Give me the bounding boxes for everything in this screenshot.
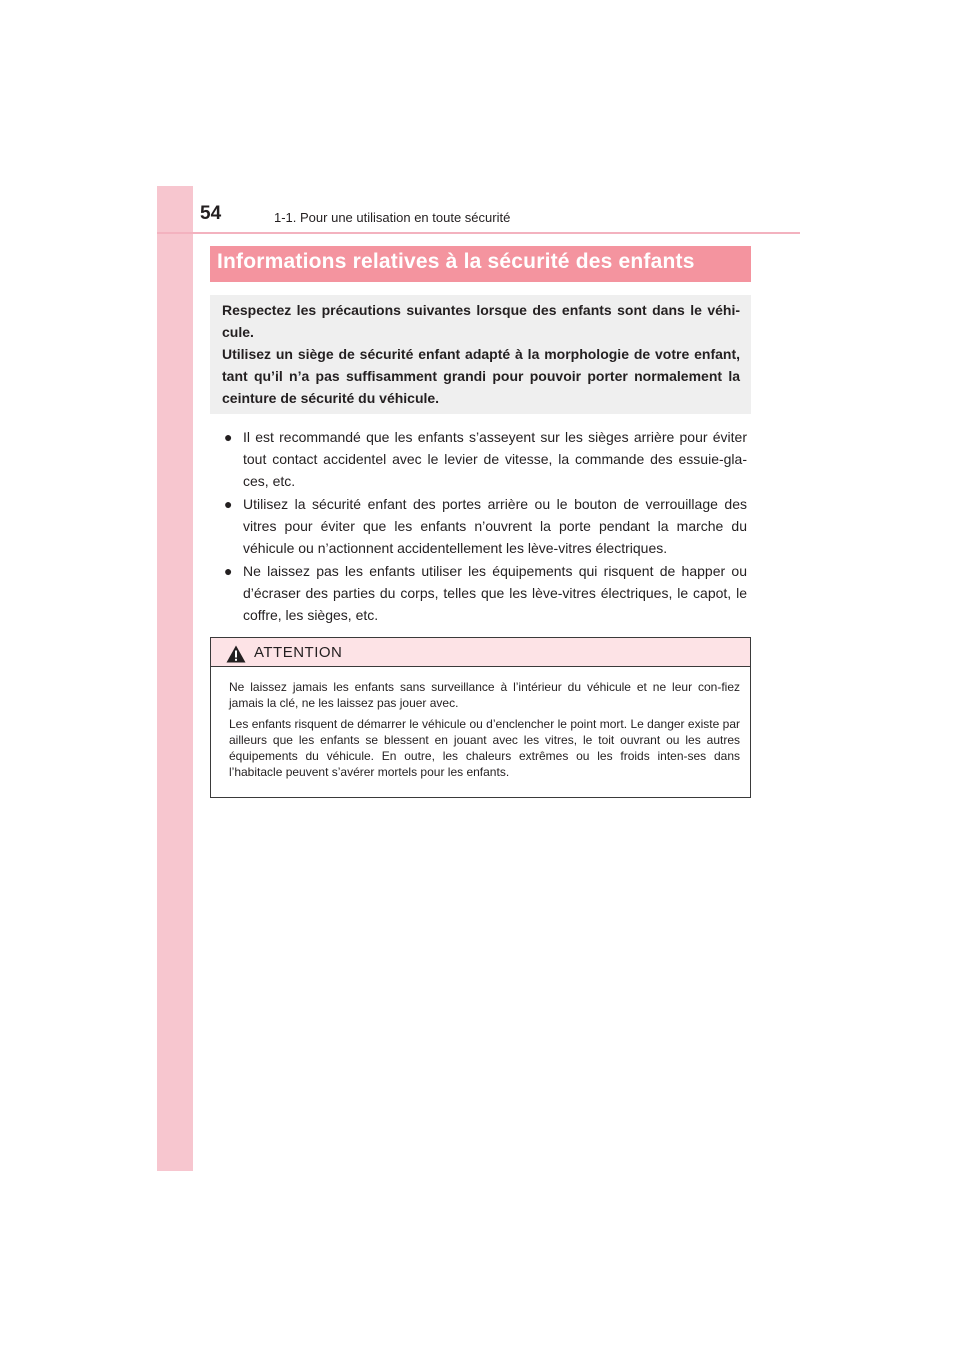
section-title: Informations relatives à la sécurité des enfants [210, 246, 751, 282]
warning-body [211, 667, 750, 780]
list-item-text: Ne laissez pas les enfants utiliser les équipements qui risquent de happer ou d’écraser des parties du corps, telles que les lève-vitres électriques, le capot, le coffre, les sièges, etc. [243, 563, 747, 623]
bullet-icon: ● [224, 496, 233, 512]
page-number: 54 [200, 203, 222, 224]
header-divider [157, 232, 800, 234]
intro-paragraph: Respectez les précautions suivantes lorsque des enfants sont dans le véhi-cule. [222, 302, 740, 340]
warning-paragraph: Ne laissez jamais les enfants sans surveillance à l’intérieur du véhicule et ne leur con-fiez jamais la clé, ne les laissez pas jouer avec. [229, 680, 740, 710]
running-title: 1-1. Pour une utilisation en toute sécurité [274, 210, 511, 225]
list-item-text: Il est recommandé que les enfants s’asseyent sur les sièges arrière pour éviter tout contact accidentel avec le levier de vitesse, la commande des essuie-gla-ces, etc. [243, 429, 747, 489]
warning-box [210, 637, 751, 798]
bullet-icon: ● [224, 429, 233, 445]
intro-box [210, 295, 751, 414]
warning-label: ATTENTION [254, 644, 343, 661]
bullet-icon: ● [224, 563, 233, 579]
warning-triangle-icon [226, 645, 246, 663]
warning-header [211, 638, 750, 667]
list-item [224, 426, 747, 492]
intro-paragraph: Utilisez un siège de sécurité enfant adapté à la morphologie de votre enfant, tant qu’il n’a pas suffisamment grandi pour pouvoir porter normalement la ceinture de sécurité du véhicule. [222, 346, 740, 406]
bullet-list [224, 426, 747, 627]
list-item-text: Utilisez la sécurité enfant des portes arrière ou le bouton de verrouillage des vitres pour éviter que les enfants n’ouvrent la porte pendant la marche du véhicule ou n’actionnent accidentellement les lève-vitres électriques. [243, 496, 747, 556]
side-tab-strip [157, 186, 193, 1171]
list-item [224, 560, 747, 626]
warning-paragraph: Les enfants risquent de démarrer le véhicule ou d’enclencher le point mort. Le danger existe par ailleurs que les enfants se blessent en jouant avec les vitres, le toit ouvrant ou les autres équipements du véhicule. En outre, les chaleurs extrêmes ou les froids inten-ses dans l’habitacle peuvent s’avérer mortels pour les enfants. [229, 717, 740, 779]
list-item [224, 493, 747, 559]
